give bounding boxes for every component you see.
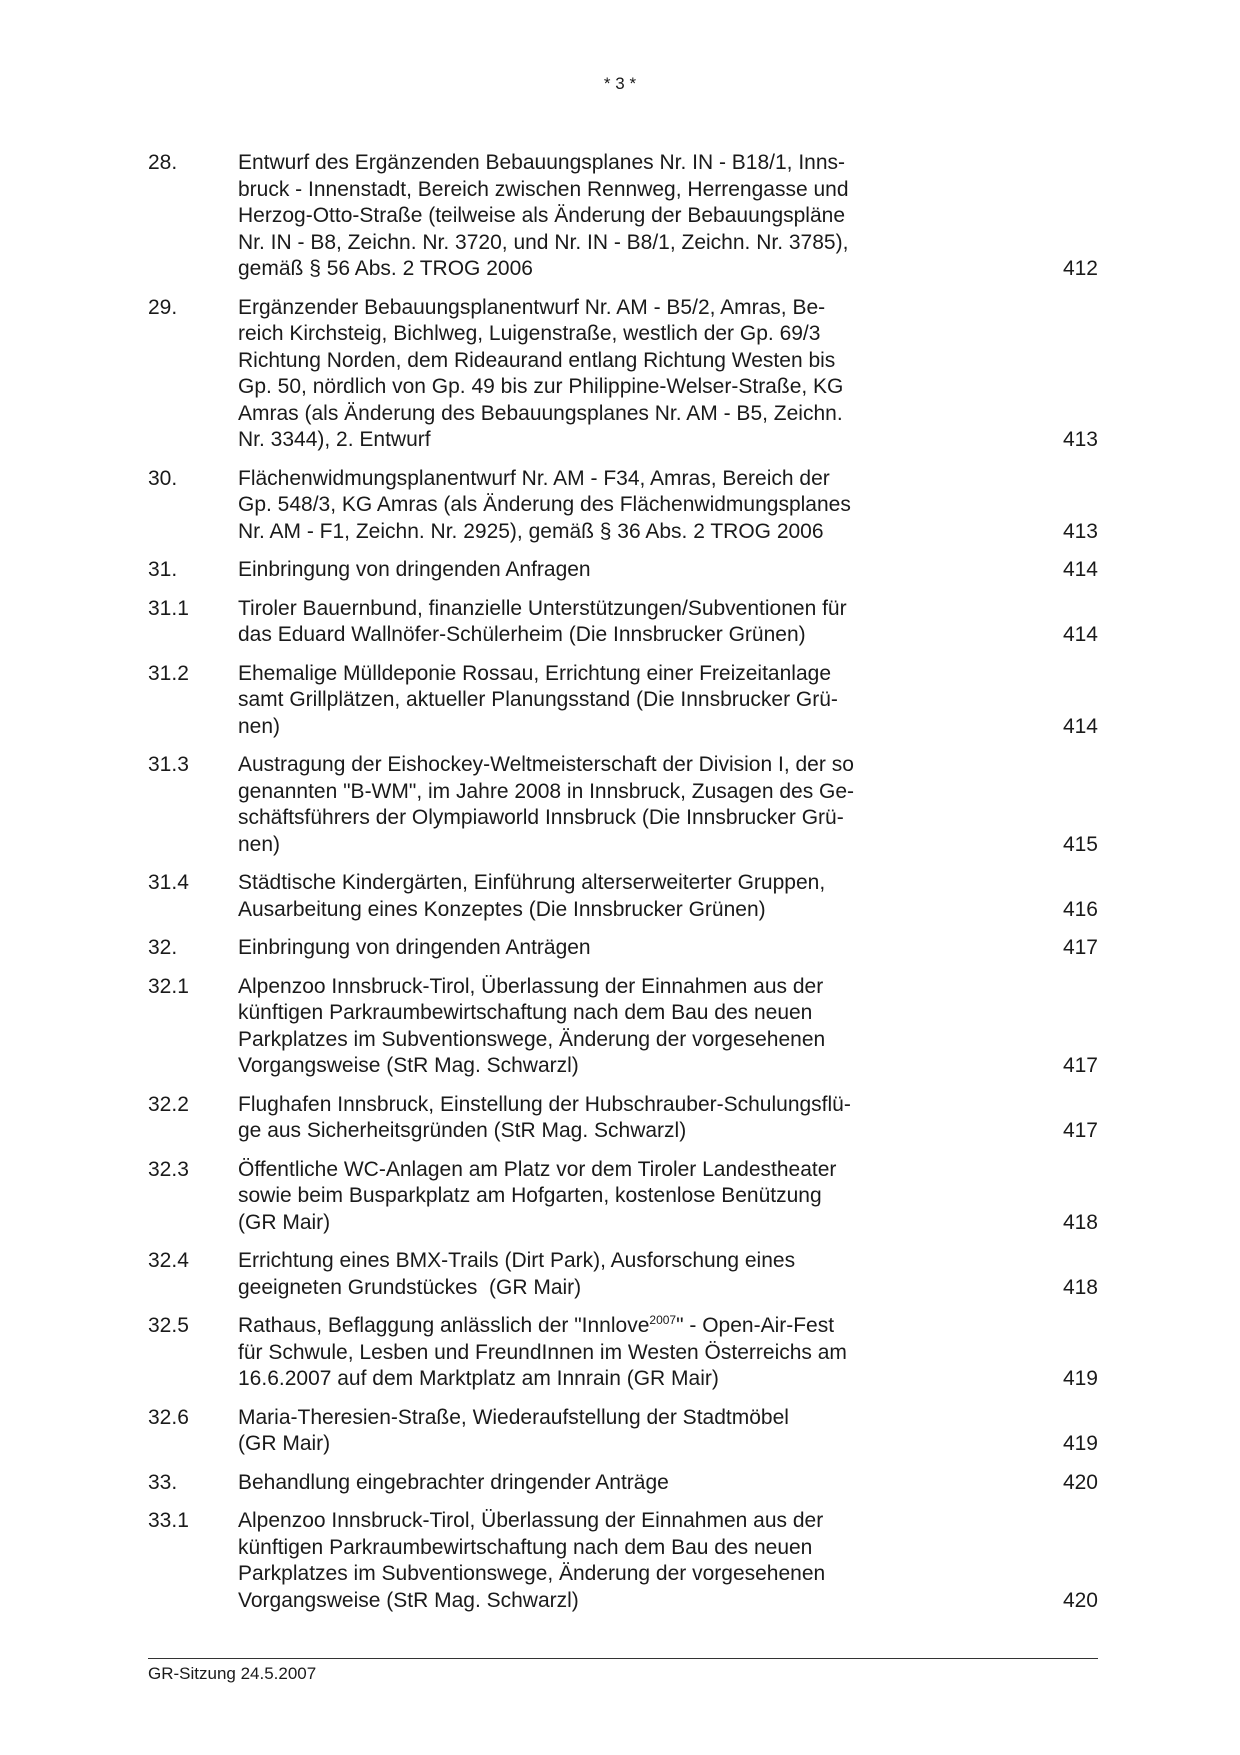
entry-number: 31.2 [148, 661, 189, 685]
entry-title: Rathaus, Beflaggung anlässlich der "Innlove$^{2007}$" - Open-Air-Fest für Schwule, Lesben und FreundInnen im Westen Österreichs am 16.6.2007 auf dem Marktplatz am Innrain (GR Mair) [238, 1313, 847, 1390]
entry-number: 31.1 [148, 596, 189, 620]
entry-page: 420 [1062, 1588, 1098, 1612]
toc-entry-31-2[interactable] [148, 661, 1098, 741]
entry-title: Alpenzoo Innsbruck-Tirol, Überlassung der Einnahmen aus der künftigen Parkraumbewirtschaftung nach dem Bau des neuen Parkplatzes im Subventionswege, Änderung der vorgesehenen Vorgangsweise (StR Mag. Schwarzl) [238, 974, 826, 1077]
entry-number: 33. [148, 1470, 178, 1494]
entry-title: Ergänzender Bebauungsplanentwurf Nr. AM - B5/2, Amras, Be- reich Kirchsteig, Bichlweg, Luigenstraße, westlich der Gp. 69/3 Richtung Norden, dem Rideaurand entlang Richtung Westen bis Gp. 50, nördlich von Gp. 49 bis zur Philippine-Welser-Straße, KG Amras (als Änderung des Bebauungsplanes Nr. AM - B5, Zeichn. Nr. 3344), 2. Entwurf [238, 295, 844, 451]
entry-title: Städtische Kindergärten, Einführung alterserweiterter Gruppen, Ausarbeitung eines Konzeptes (Die Innsbrucker Grünen) [238, 871, 826, 921]
entry-number: 30. [148, 466, 178, 490]
toc-entry-31-4[interactable] [148, 870, 1098, 923]
toc-entry-28[interactable] [148, 150, 1098, 283]
entry-number: 31.4 [148, 871, 189, 894]
entry-title: Alpenzoo Innsbruck-Tirol, Überlassung der Einnahmen aus der künftigen Parkraumbewirtschaftung nach dem Bau des neuen Parkplatzes im Subventionswege, Änderung der vorgesehenen Vorgangsweise (StR Mag. Schwarzl) [238, 1509, 826, 1612]
toc-entry-32-5[interactable] [148, 1313, 1098, 1393]
entry-page: 417 [1062, 1054, 1098, 1077]
entry-page: 416 [1062, 897, 1098, 921]
entry-number: 32.4 [148, 1249, 189, 1272]
entry-title: Behandlung eingebrachter dringender Anträge [238, 1470, 669, 1494]
entry-page: 419 [1062, 1367, 1098, 1390]
entry-number: 32.6 [148, 1405, 189, 1429]
entry-title: Einbringung von dringenden Anfragen [238, 558, 591, 581]
toc-entry-31[interactable] [148, 557, 1098, 584]
entry-title: Öffentliche WC-Anlagen am Platz vor dem Tiroler Landestheater sowie beim Busparkplatz am Hofgarten, kostenlose Benützung (GR Mair) [238, 1157, 837, 1234]
toc-entry-33[interactable] [148, 1470, 1098, 1497]
toc-entry-32-4[interactable] [148, 1248, 1098, 1301]
entry-title: Austragung der Eishockey-Weltmeisterschaft der Division I, der so genannten "B-WM", im Jahre 2008 in Innsbruck, Zusagen des Ge- schäftsführers der Olympiaworld Innsbruck (Die Innsbrucker Grü- nen) [238, 753, 855, 856]
entry-number: 32. [148, 936, 178, 959]
entry-page: 414 [1062, 558, 1098, 581]
entry-number: 31.3 [148, 753, 189, 776]
entry-number: 32.1 [148, 974, 189, 998]
toc-entry-29[interactable] [148, 295, 1098, 454]
entry-title: Maria-Theresien-Straße, Wiederaufstellung der Stadtmöbel (GR Mair) [238, 1405, 789, 1455]
entry-number: 32.5 [148, 1314, 189, 1337]
toc-entry-30[interactable] [148, 466, 1098, 546]
table-of-contents [148, 150, 1098, 1626]
entry-page: 419 [1062, 1432, 1098, 1455]
entry-title: Entwurf des Ergänzenden Bebauungsplanes Nr. IN - B18/1, Inns- bruck - Innenstadt, Bereich zwischen Rennweg, Herrengasse und Herzog-Otto-Straße (teilweise als Änderung der Bebauungspläne Nr. IN - B8, Zeichn. Nr. 3720, und Nr. IN - B8/1, Zeichn. Nr. 3785), gemäß § 56 Abs. 2 TROG 2006 [238, 151, 849, 280]
toc-entry-32-3[interactable] [148, 1157, 1098, 1237]
entry-number: 32.3 [148, 1157, 189, 1181]
entry-page: 417 [1062, 1119, 1098, 1142]
entry-page: 418 [1062, 1275, 1098, 1299]
entry-title: Errichtung eines BMX-Trails (Dirt Park), Ausforschung eines geeigneten Grundstückes (GR Mair) [238, 1249, 796, 1299]
entry-number: 31. [148, 558, 178, 581]
entry-page: 420 [1062, 1470, 1098, 1494]
entry-page: 413 [1062, 428, 1098, 451]
toc-entry-32[interactable] [148, 935, 1098, 962]
entry-page: 418 [1062, 1210, 1098, 1234]
footer-text: GR-Sitzung 24.5.2007 [148, 1664, 317, 1683]
entry-page: 414 [1062, 623, 1098, 646]
entry-number: 29. [148, 295, 178, 319]
entry-number: 33.1 [148, 1509, 189, 1532]
entry-page: 412 [1062, 257, 1098, 280]
entry-title: Tiroler Bauernbund, finanzielle Unterstützungen/Subventionen für das Eduard Wallnöfer-Schülerheim (Die Innsbrucker Grünen) [238, 596, 847, 646]
entry-title: Ehemalige Mülldeponie Rossau, Errichtung einer Freizeitanlage samt Grillplätzen, aktueller Planungsstand (Die Innsbrucker Grü- nen) [238, 661, 838, 738]
toc-entry-33-1[interactable] [148, 1508, 1098, 1614]
entry-page: 415 [1062, 832, 1098, 856]
entry-title: Einbringung von dringenden Anträgen [238, 936, 591, 959]
toc-entry-32-1[interactable] [148, 974, 1098, 1080]
entry-title: Flächenwidmungsplanentwurf Nr. AM - F34, Amras, Bereich der Gp. 548/3, KG Amras (als Änderung des Flächenwidmungsplanes Nr. AM - F1, Zeichn. Nr. 2925), gemäß § 36 Abs. 2 TROG 2006 [238, 466, 851, 543]
entry-title: Flughafen Innsbruck, Einstellung der Hubschrauber-Schulungsflü- ge aus Sicherheitsgründen (StR Mag. Schwarzl) [238, 1092, 851, 1142]
toc-entry-31-1[interactable] [148, 596, 1098, 649]
toc-entry-32-2[interactable] [148, 1092, 1098, 1145]
entry-page: 414 [1062, 714, 1098, 738]
footer-divider [148, 1658, 1098, 1659]
entry-page: 417 [1062, 936, 1098, 959]
toc-entry-32-6[interactable] [148, 1405, 1098, 1458]
page-marker: * 3 * [603, 74, 637, 93]
entry-number: 32.2 [148, 1092, 189, 1116]
entry-page: 413 [1062, 519, 1098, 543]
entry-number: 28. [148, 151, 178, 174]
toc-entry-31-3[interactable] [148, 752, 1098, 858]
